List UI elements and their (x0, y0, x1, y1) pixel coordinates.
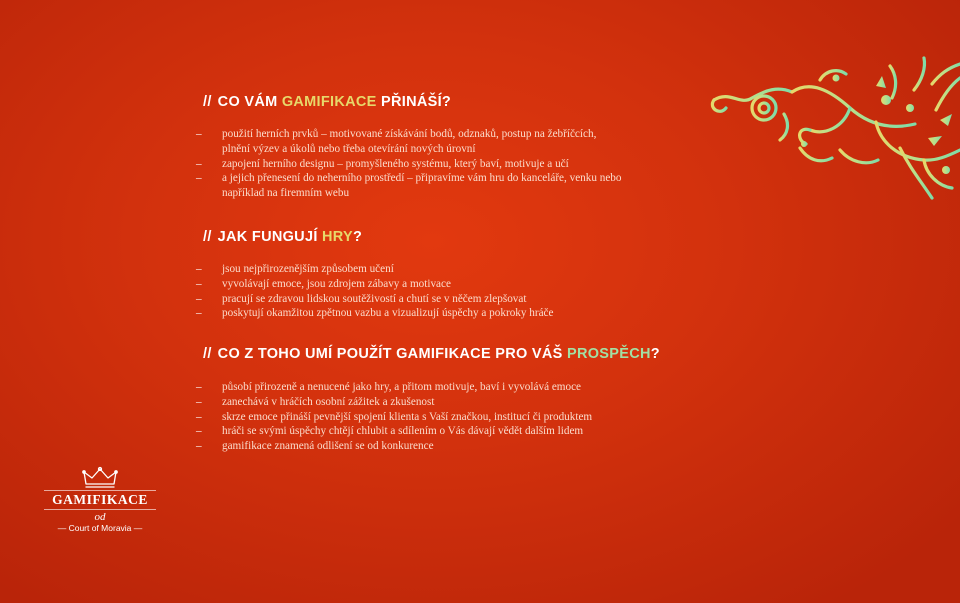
section-title-benefits (203, 94, 451, 110)
list-item-text: vyvolávají emoce, jsou zdrojem zábavy a motivace (222, 277, 451, 290)
title-accent: HRY (322, 229, 353, 245)
title-slashes: // (203, 229, 212, 245)
title-main: CO Z TOHO UMÍ POUŽÍT GAMIFIKACE PRO VÁŠ (217, 346, 563, 362)
list-item (196, 157, 622, 172)
list-item-text: jsou nejpřirozenějším způsobem učení (222, 263, 394, 275)
list-item-text: hráči se svými úspěchy chtějí chlubit a sdílením o Vás dávají vědět dalším lidem (222, 425, 584, 438)
bullet-dash: – (196, 157, 202, 170)
section-title-use-for-you (203, 346, 660, 362)
list-item (196, 277, 642, 292)
list-item-text: gamifikace znamená odlišení se od konkurence (222, 440, 434, 453)
list-item (196, 306, 642, 321)
logo-wordmark: GAMIFIKACE (44, 490, 156, 510)
title-accent: PROSPĚCH (566, 346, 651, 362)
bullet-dash: – (196, 277, 202, 290)
list-item-text: poskytují okamžitou zpětnou vazbu a vizualizují úspěchy a pokroky hráče (222, 307, 554, 320)
bullet-dash: – (196, 425, 202, 438)
list-item (196, 439, 662, 454)
list-item (196, 292, 642, 307)
title-main: JAK FUNGUJÍ (217, 229, 318, 245)
list-item-text: zanechává v hráčích osobní zážitek a zkušenost (222, 395, 435, 408)
list-item-text: působí přirozeně a nenucené jako hry, a přitom motivuje, baví i vyvolává emoce (222, 381, 582, 393)
bullet-dash: – (196, 410, 202, 423)
crown-icon (80, 466, 120, 488)
logo-court-of-moravia: — Court of Moravia — (57, 523, 143, 533)
list-item-text: zapojení herního designu – promyšleného systému, který baví, motivuje a učí (222, 157, 569, 170)
section-title-how-games-work (203, 229, 362, 245)
bullet-dash: – (196, 395, 202, 408)
gamifikace-logo (44, 466, 156, 546)
bullet-dash: – (196, 292, 202, 305)
bullet-dash: – (196, 440, 202, 453)
bullet-dash: – (196, 263, 202, 275)
bullet-dash: – (196, 307, 202, 320)
bullet-dash: – (196, 172, 202, 185)
list-item (196, 262, 642, 277)
title-slashes: // (203, 346, 212, 362)
how-games-work-list (196, 262, 642, 321)
list-item (196, 171, 622, 201)
title-accent: GAMIFIKACE (281, 94, 377, 110)
list-item-text: skrze emoce přináší pevnější spojení klienta s Vaší značkou, institucí či produktem (222, 410, 593, 423)
list-item (196, 127, 622, 157)
title-slashes: // (203, 94, 212, 110)
list-item-text: a jejich přenesení do neherního prostředí – připravíme vám hru do kanceláře, venku nebo například na firemním webu (222, 172, 622, 200)
list-item-text: použití herních prvků – motivované získávání bodů, odznaků, postup na žebříčcích, plnění výzev a úkolů nebo třeba otevírání nových úrovní (222, 128, 597, 155)
floral-ornament-icon (700, 50, 960, 220)
use-for-you-list (196, 380, 662, 454)
title-suffix: ? (650, 346, 660, 362)
logo-od: od (94, 511, 106, 523)
list-item (196, 380, 662, 395)
bullet-dash: – (196, 381, 202, 393)
title-suffix: PŘINÁŠÍ? (381, 94, 452, 110)
title-main: CO VÁM (217, 94, 278, 110)
list-item (196, 410, 662, 425)
list-item (196, 395, 662, 410)
benefits-list (196, 127, 622, 201)
title-suffix: ? (352, 229, 363, 245)
list-item (196, 424, 662, 439)
bullet-dash: – (196, 128, 202, 140)
list-item-text: pracují se zdravou lidskou soutěživostí a chutí se v něčem zlepšovat (222, 292, 527, 305)
